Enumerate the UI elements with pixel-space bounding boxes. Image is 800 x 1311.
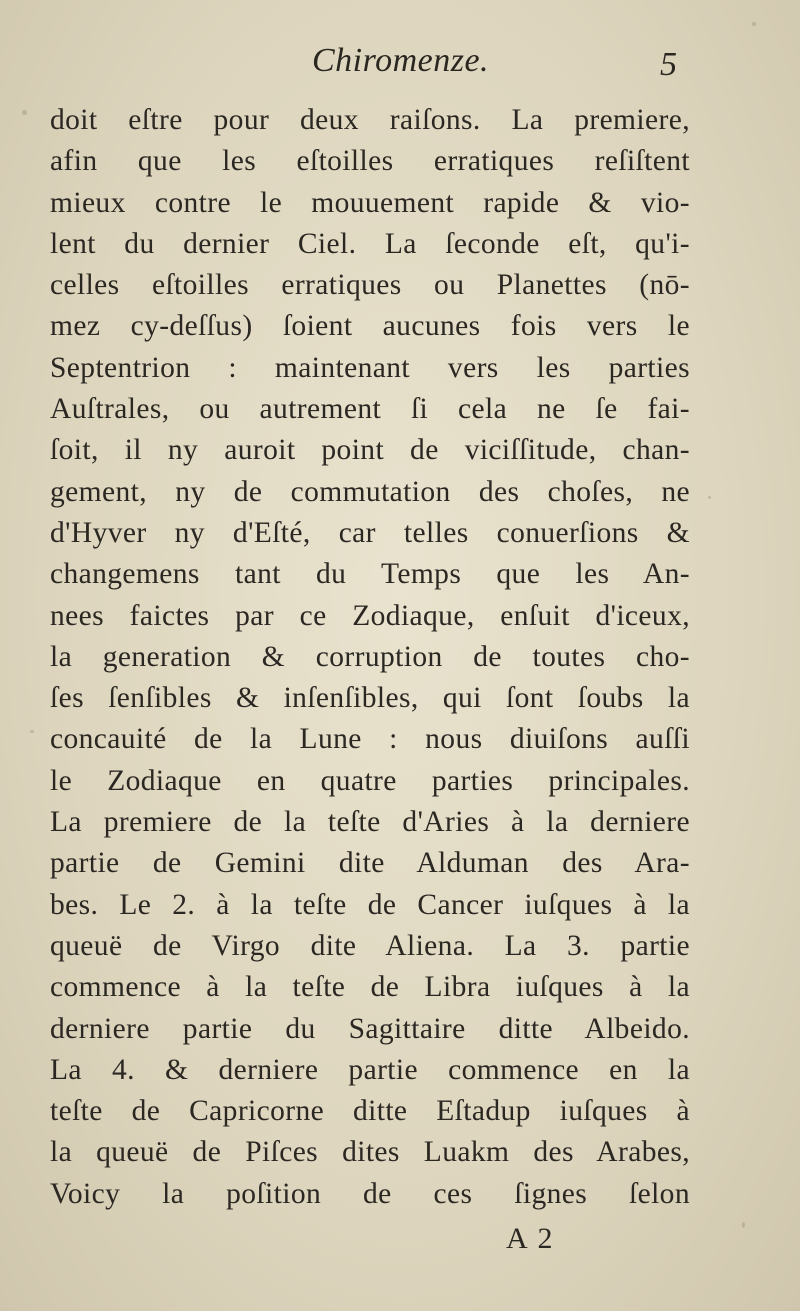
paper-speck bbox=[708, 496, 711, 499]
text-line: La premiere de la teſte d'Aries à la derniere bbox=[50, 806, 690, 839]
text-line: ſoit, il ny auroit point de viciſſitude, chan- bbox=[50, 434, 690, 467]
text-line: la generation & corruption de toutes cho- bbox=[50, 640, 690, 673]
text-line: mieux contre le mouuement rapide & vio- bbox=[50, 186, 690, 219]
text-line: ſes ſenſibles & inſenſibles, qui ſont ſoubs la bbox=[50, 682, 690, 715]
text-line: gement, ny de commutation des choſes, ne bbox=[50, 475, 690, 508]
text-line: queuë de Virgo dite Aliena. La 3. partie bbox=[50, 929, 690, 962]
text-line: afin que les eſtoilles erratiques reſiſtent bbox=[50, 145, 690, 178]
text-line: concauité de la Lune : nous diuiſons auſſi bbox=[50, 723, 690, 756]
text-line: lent du dernier Ciel. La ſeconde eſt, qu'i- bbox=[50, 227, 690, 260]
signature-mark: A 2 bbox=[506, 1222, 555, 1255]
text-line: derniere partie du Sagittaire ditte Albeido. bbox=[50, 1012, 690, 1045]
text-line: commence à la teſte de Libra iuſques à la bbox=[50, 971, 690, 1004]
text-line: changemens tant du Temps que les An- bbox=[50, 558, 690, 591]
running-head bbox=[0, 42, 800, 92]
text-line: Auſtrales, ou autrement ſi cela ne ſe fai- bbox=[50, 393, 690, 426]
text-line: La 4. & derniere partie commence en la bbox=[50, 1053, 690, 1086]
text-line: mez cy-deſſus) ſoient aucunes fois vers le bbox=[50, 310, 690, 343]
text-line: le Zodiaque en quatre parties principales. bbox=[50, 764, 690, 797]
page-number: 5 bbox=[660, 46, 677, 83]
text-line: celles eſtoilles erratiques ou Planettes (nō- bbox=[50, 269, 690, 302]
body-text bbox=[50, 100, 690, 1215]
paper-speck bbox=[742, 1222, 745, 1228]
paper-speck bbox=[30, 730, 34, 733]
paper-speck bbox=[752, 22, 756, 26]
running-title: Chiromenze. bbox=[312, 42, 490, 79]
text-line: Voicy la poſition de ces ſignes ſelon bbox=[50, 1177, 690, 1210]
text-line: doit eſtre pour deux raiſons. La premiere, bbox=[50, 104, 690, 136]
text-line: bes. Le 2. à la teſte de Cancer iuſques à la bbox=[50, 888, 690, 921]
text-line: partie de Gemini dite Alduman des Ara- bbox=[50, 847, 690, 880]
paper-speck bbox=[22, 110, 27, 115]
text-line: teſte de Capricorne ditte Eſtadup iuſques à bbox=[50, 1095, 690, 1128]
text-line: la queuë de Piſces dites Luakm des Arabes, bbox=[50, 1136, 690, 1169]
text-line: Septentrion : maintenant vers les parties bbox=[50, 351, 690, 384]
text-line: nees faictes par ce Zodiaque, enſuit d'iceux, bbox=[50, 599, 690, 632]
text-line: d'Hyver ny d'Eſté, car telles conuerſions & bbox=[50, 516, 690, 549]
